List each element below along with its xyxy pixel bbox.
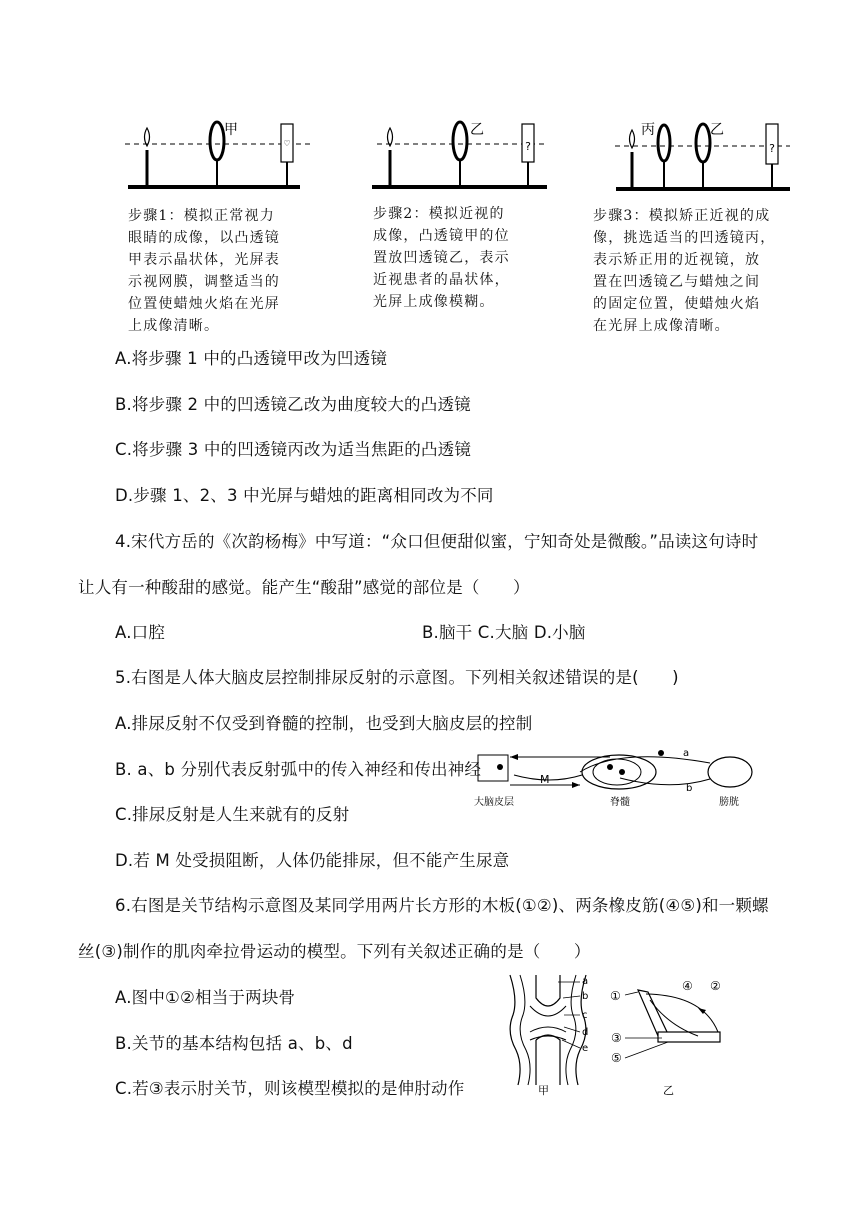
- q5-option-a: A.排尿反射不仅受到脊髓的控制，也受到大脑皮层的控制: [115, 714, 533, 733]
- step1-caption: 步骤1：模拟正常视力 眼睛的成像，以凸透镜 甲表示晶状体，光屏表 示视网膜，调整适当的 位置使蜡烛火焰在光屏 上成像清晰。: [128, 208, 280, 334]
- q4-option-a: A.口腔: [115, 623, 166, 642]
- svg-text:甲: 甲: [538, 1084, 549, 1097]
- q4-option-bcd: B.脑干 C.大脑 D.小脑: [422, 623, 586, 642]
- joint-structure-jia: [510, 975, 588, 1097]
- q4-stem-line1: 4.宋代方岳的《次韵杨梅》中写道：“众口但便甜似蜜，宁知奇处是微酸。”品读这句诗时: [115, 532, 759, 551]
- svg-text:脊髓: 脊髓: [610, 797, 630, 808]
- reflex-arc-figure: [470, 745, 770, 810]
- svg-text:♡: ♡: [283, 139, 291, 148]
- q6-option-c: C.若③表示肘关节，则该模型模拟的是伸肘动作: [115, 1079, 465, 1098]
- svg-text:⑤: ⑤: [611, 1051, 622, 1065]
- svg-text:③: ③: [611, 1031, 622, 1045]
- q5-option-b: B. a、b 分别代表反射弧中的传入神经和传出神经: [115, 760, 482, 779]
- q6-option-a: A.图中①②相当于两块骨: [115, 988, 296, 1007]
- svg-text:大脑皮层: 大脑皮层: [474, 797, 514, 808]
- svg-text:b: b: [686, 783, 693, 794]
- step3-diagram: [615, 122, 790, 191]
- q6-stem-line2: 丝(③)制作的肌肉牵拉骨运动的模型。下列有关叙述正确的是（ ）: [78, 942, 591, 961]
- svg-text:e: e: [582, 1043, 589, 1054]
- svg-text:①: ①: [610, 989, 621, 1003]
- svg-text:M: M: [540, 773, 550, 786]
- q3-option-c: C.将步骤 3 中的凹透镜丙改为适当焦距的凸透镜: [115, 440, 472, 459]
- q3-option-d: D.步骤 1、2、3 中光屏与蜡烛的距离相同改为不同: [115, 486, 494, 505]
- q6-option-b: B.关节的基本结构包括 a、b、d: [115, 1034, 353, 1053]
- q6-stem-line1: 6.右图是关节结构示意图及某同学用两片长方形的木板(①②)、两条橡皮筋(④⑤)和一颗螺: [115, 896, 769, 915]
- lens-bing-label: 丙: [641, 122, 655, 138]
- svg-text:?: ?: [525, 140, 531, 153]
- joint-figure: [498, 970, 748, 1100]
- svg-text:乙: 乙: [663, 1084, 674, 1097]
- q3-option-b: B.将步骤 2 中的凹透镜乙改为曲度较大的凸透镜: [115, 395, 471, 414]
- step3-caption: 步骤3：模拟矫正近视的成 像，挑选适当的凹透镜丙， 表示矫正用的近视镜，放 置在凹透镜乙与蜡烛之间 的固定位置，使蜡烛火焰 在光屏上成像清晰。: [593, 208, 776, 334]
- svg-text:d: d: [582, 1027, 589, 1038]
- lens-experiment-figure: [0, 0, 868, 200]
- svg-text:a: a: [582, 976, 589, 987]
- svg-text:②: ②: [710, 979, 721, 993]
- q5-option-c: C.排尿反射是人生来就有的反射: [115, 805, 350, 824]
- step1-diagram: [125, 122, 310, 189]
- q5-stem: 5.右图是人体大脑皮层控制排尿反射的示意图。下列相关叙述错误的是( ): [115, 668, 679, 687]
- svg-text:膀胱: 膀胱: [719, 797, 739, 808]
- svg-text:c: c: [582, 1010, 588, 1021]
- step2-caption: 步骤2：模拟近视的 成像，凸透镜甲的位 置放凹透镜乙，表示 近视患者的晶状体， 光屏上成像模糊。: [373, 206, 510, 310]
- step2-diagram: [372, 122, 548, 189]
- q4-stem-line2: 让人有一种酸甜的感觉。能产生“酸甜”感觉的部位是（ ）: [78, 578, 530, 597]
- q5-option-d: D.若 M 处受损阻断，人体仍能排尿，但不能产生尿意: [115, 851, 510, 870]
- svg-text:④: ④: [682, 979, 693, 993]
- muscle-model-yi: [610, 979, 721, 1097]
- lens-yi-label-2: 乙: [710, 122, 724, 138]
- q3-option-a: A.将步骤 1 中的凸透镜甲改为凹透镜: [115, 349, 388, 368]
- lens-yi-label: 乙: [470, 122, 484, 138]
- svg-text:?: ?: [769, 142, 775, 155]
- svg-text:a: a: [683, 748, 690, 759]
- svg-text:b: b: [582, 991, 589, 1002]
- lens-jia-label: 甲: [224, 122, 238, 138]
